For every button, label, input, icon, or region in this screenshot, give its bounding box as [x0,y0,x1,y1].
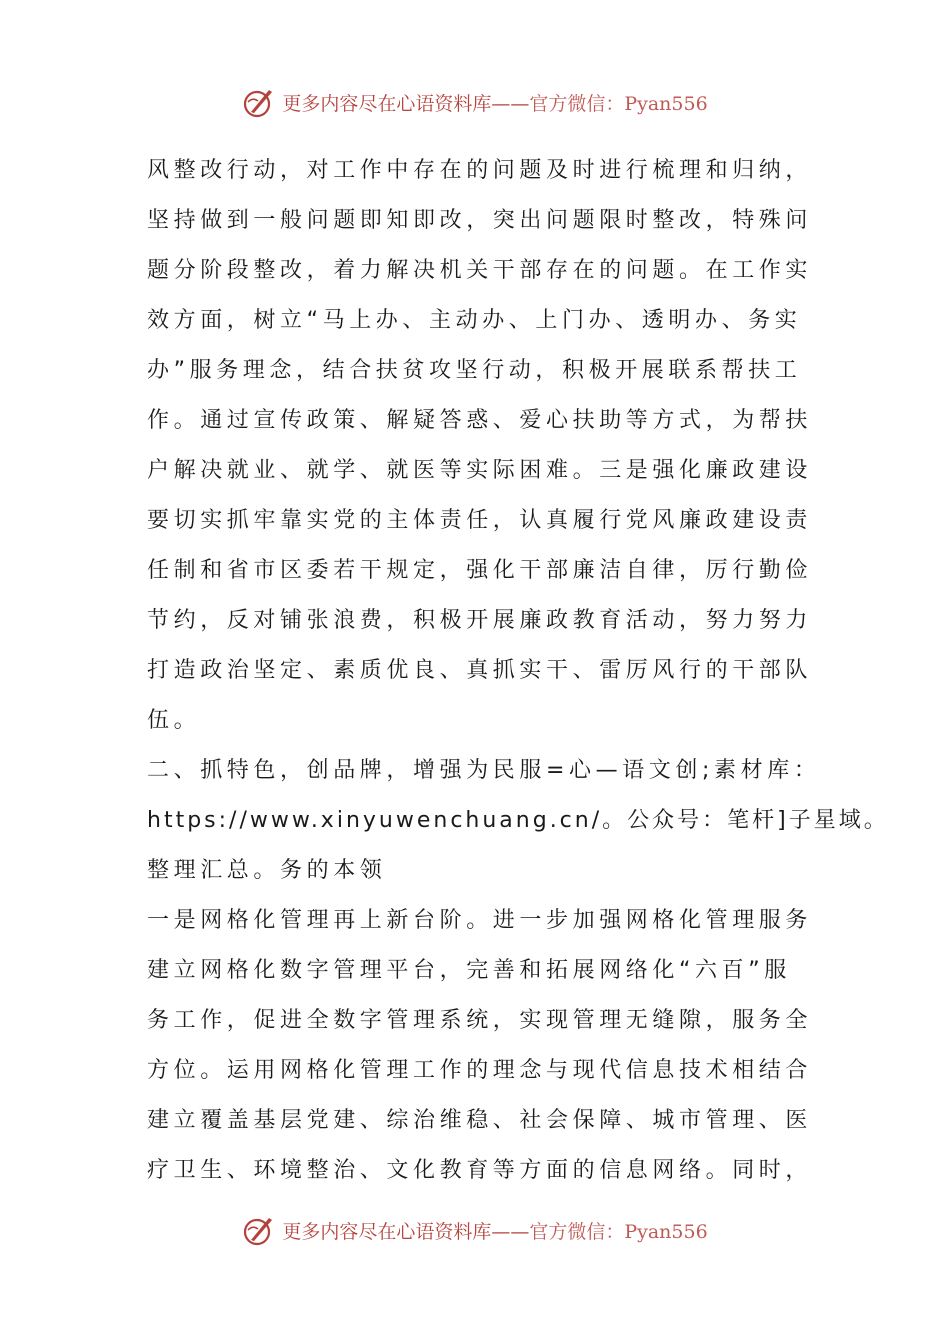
body-line: 作。通过宣传政策、解疑答惑、爱心扶助等方式，为帮扶 [147,408,813,433]
body-line: 建立覆盖基层党建、综治维稳、社会保障、城市管理、医 [147,1108,813,1133]
header-separator: —— [491,92,530,115]
body-line: 户解决就业、就学、就医等实际困难。三是强化廉政建设 [147,458,813,483]
quill-logo-icon [242,1213,276,1247]
footer-banner [0,1210,950,1250]
body-line: 整理汇总。务的本领 [147,858,387,883]
body-line: 建立网格化数字管理平台，完善和拓展网络化“六百”服 [147,958,791,983]
footer-separator: —— [491,1220,530,1243]
section-heading-line: 二、抓特色，创品牌，增强为民服=心—语文创;素材库： [147,758,821,783]
header-brand: 更多内容尽在心语资料库 [282,92,492,115]
footer-banner-text [282,1217,707,1244]
body-line: 题分阶段整改，着力解决机关干部存在的问题。在工作实 [147,258,813,283]
quill-logo-icon [242,85,276,119]
header-contact: 官方微信：Pyan556 [529,92,708,115]
footer-brand: 更多内容尽在心语资料库 [282,1220,492,1243]
url-line: https://www.xinyuwenchuang.cn/。公众号：笔杆]子星域。 [147,808,889,833]
header-banner-text [282,89,707,116]
footer-contact: 官方微信：Pyan556 [529,1220,708,1243]
body-line: 务工作，促进全数字管理系统，实现管理无缝隙，服务全 [147,1008,813,1033]
body-line: 一是网格化管理再上新台阶。进一步加强网格化管理服务 [147,908,813,933]
body-line: 疗卫生、环境整治、文化教育等方面的信息网络。同时， [147,1158,813,1183]
body-line: 效方面，树立“马上办、主动办、上门办、透明办、务实 [147,308,802,333]
body-line: 办”服务理念，结合扶贫攻坚行动，积极开展联系帮扶工 [147,358,802,383]
body-line: 伍。 [147,708,201,733]
body-line: 打造政治坚定、素质优良、真抓实干、雷厉风行的干部队 [147,658,813,683]
body-line: 要切实抓牢靠实党的主体责任，认真履行党风廉政建设责 [147,508,813,533]
body-line: 任制和省市区委若干规定，强化干部廉洁自律，厉行勤俭 [147,558,813,583]
body-line: 方位。运用网格化管理工作的理念与现代信息技术相结合 [147,1058,813,1083]
body-line: 坚持做到一般问题即知即改，突出问题限时整改，特殊问 [147,208,813,233]
document-body [147,146,889,1196]
body-line: 风整改行动，对工作中存在的问题及时进行梳理和归纳， [147,158,813,183]
header-banner [0,82,950,122]
body-line: 节约，反对铺张浪费，积极开展廉政教育活动，努力努力 [147,608,813,633]
